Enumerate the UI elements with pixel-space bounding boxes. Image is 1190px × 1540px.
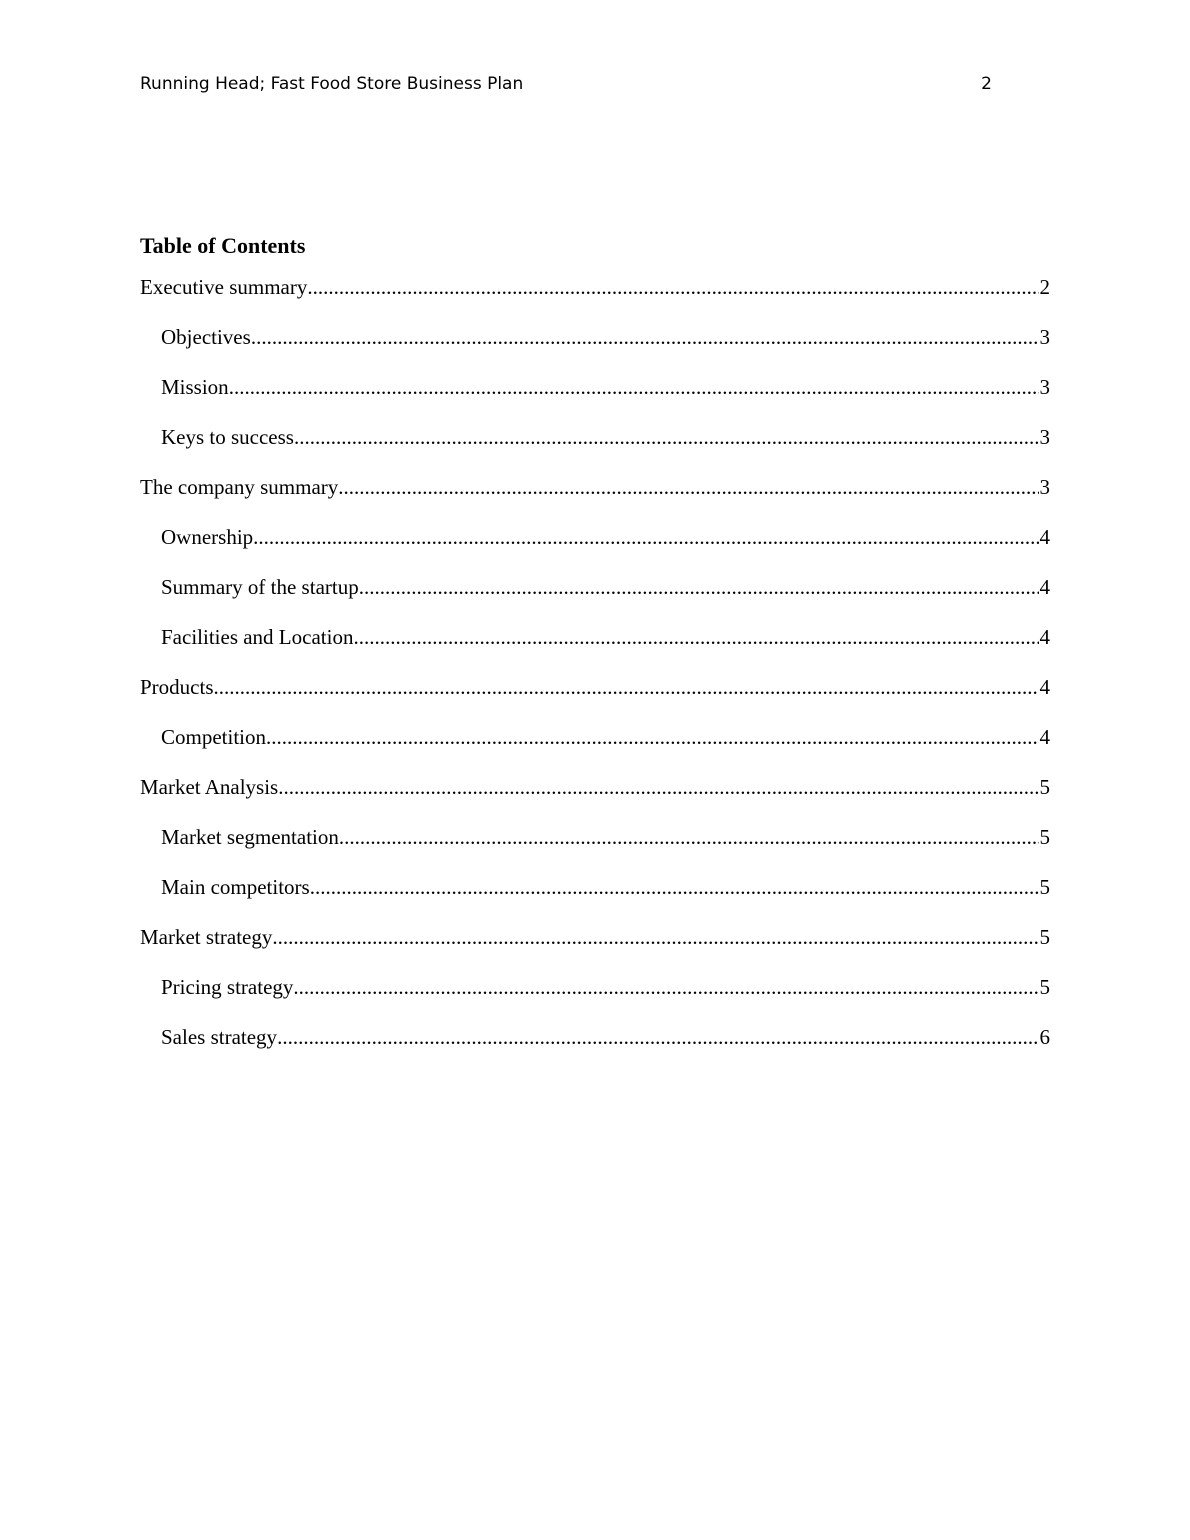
toc-entry-label: Keys to success: [161, 425, 294, 449]
toc-dot-leader: [307, 272, 1038, 302]
toc-entry[interactable]: [140, 872, 1050, 922]
toc-dot-leader: [251, 322, 1039, 352]
toc-entry-page: 4: [1039, 525, 1050, 549]
toc-entry-label: Sales strategy: [161, 1025, 278, 1049]
toc-entry-page: 3: [1039, 375, 1050, 399]
toc-entry[interactable]: [140, 672, 1050, 722]
toc-entry-page: 3: [1039, 425, 1050, 449]
toc-dot-leader: [272, 922, 1038, 952]
toc-entry-page: 4: [1039, 675, 1050, 699]
toc-dot-leader: [278, 772, 1038, 802]
toc-dot-leader: [266, 722, 1039, 752]
toc-entry-label: Market Analysis: [140, 775, 279, 799]
toc-heading: Table of Contents: [140, 233, 306, 258]
toc-entry[interactable]: [140, 822, 1050, 872]
toc-entry-page: 6: [1039, 1025, 1050, 1049]
toc-entry[interactable]: [140, 772, 1050, 822]
toc-dot-leader: [353, 622, 1038, 652]
table-of-contents: [140, 272, 1050, 1072]
toc-dot-leader: [294, 422, 1039, 452]
toc-entry-label: Products: [140, 675, 214, 699]
toc-entry-page: 4: [1039, 625, 1050, 649]
toc-entry[interactable]: [140, 922, 1050, 972]
toc-dot-leader: [214, 672, 1039, 702]
toc-entry-label: Mission: [161, 375, 229, 399]
toc-entry[interactable]: [140, 422, 1050, 472]
toc-entry[interactable]: [140, 1022, 1050, 1072]
toc-entry[interactable]: [140, 522, 1050, 572]
running-head: Running Head; Fast Food Store Business Plan: [140, 74, 524, 94]
page-header: [140, 71, 992, 97]
toc-entry-page: 4: [1039, 575, 1050, 599]
toc-entry-page: 2: [1039, 275, 1050, 299]
toc-entry-page: 4: [1039, 725, 1050, 749]
toc-dot-leader: [339, 822, 1039, 852]
toc-entry-page: 5: [1039, 825, 1050, 849]
toc-dot-leader: [359, 572, 1039, 602]
toc-entry-label: Main competitors: [161, 875, 310, 899]
toc-entry[interactable]: [140, 322, 1050, 372]
toc-entry-label: Executive summary: [140, 275, 308, 299]
toc-entry[interactable]: [140, 372, 1050, 422]
toc-entry[interactable]: [140, 572, 1050, 622]
toc-entry-label: Objectives: [161, 325, 251, 349]
toc-entry-label: Market strategy: [140, 925, 273, 949]
toc-entry[interactable]: [140, 972, 1050, 1022]
toc-entry[interactable]: [140, 622, 1050, 672]
toc-entry[interactable]: [140, 722, 1050, 772]
toc-entry-page: 5: [1039, 925, 1050, 949]
toc-dot-leader: [277, 1022, 1038, 1052]
toc-dot-leader: [293, 972, 1038, 1002]
toc-entry-label: Market segmentation: [161, 825, 339, 849]
toc-entry-page: 3: [1039, 475, 1050, 499]
toc-entry-label: Ownership: [161, 525, 254, 549]
toc-entry[interactable]: [140, 272, 1050, 322]
toc-dot-leader: [253, 522, 1038, 552]
toc-entry-label: Facilities and Location: [161, 625, 354, 649]
toc-dot-leader: [338, 472, 1038, 502]
toc-entry-page: 5: [1039, 975, 1050, 999]
toc-entry[interactable]: [140, 472, 1050, 522]
toc-entry-label: Competition: [161, 725, 266, 749]
toc-entry-page: 3: [1039, 325, 1050, 349]
toc-dot-leader: [229, 372, 1039, 402]
toc-entry-label: Pricing strategy: [161, 975, 294, 999]
toc-entry-page: 5: [1039, 875, 1050, 899]
toc-entry-label: The company summary: [140, 475, 339, 499]
toc-dot-leader: [310, 872, 1039, 902]
toc-entry-label: Summary of the startup: [161, 575, 359, 599]
toc-entry-page: 5: [1039, 775, 1050, 799]
page-number: 2: [981, 74, 992, 94]
